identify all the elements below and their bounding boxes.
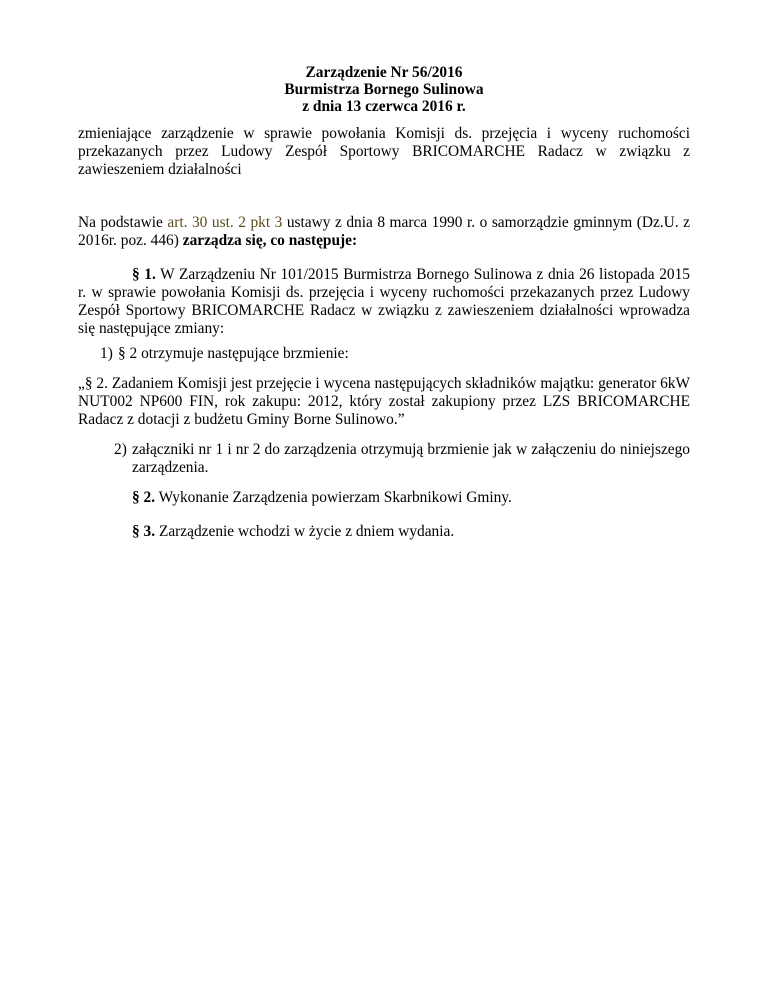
section-3-label: § 3.	[132, 523, 156, 540]
section-2-label: § 2.	[132, 489, 156, 506]
section-2-text: Wykonanie Zarządzenia powierzam Skarbnikowi Gminy.	[155, 489, 512, 506]
section-1-paragraph	[78, 266, 690, 338]
basis-middle: ustawy z dnia 8 marca 1990 r. o samorządzie gminnym (Dz.U. z 2016r. poz. 446)	[78, 214, 690, 249]
section-2-paragraph	[132, 489, 512, 507]
title-line-2: Burmistrza Bornego Sulinowa	[284, 81, 484, 98]
section-3-paragraph	[132, 523, 454, 541]
list-item-2-number: 2)	[114, 441, 127, 458]
list-item-2-text: załączniki nr 1 i nr 2 do zarządzenia otrzymują brzmienie jak w załączeniu do niniejszego zarządzenia.	[132, 441, 690, 476]
section-1-text: W Zarządzeniu Nr 101/2015 Burmistrza Bornego Sulinowa z dnia 26 listopada 2015 r. w sprawie powołania Komisji ds. przejęcia i wyceny ruchomości przekazanych przez Ludowy Zespół Sportowy BRICOMARCHE Radacz w związku z zawieszeniem działalności wprowadza się następujące zmiany:	[78, 266, 690, 337]
list-item-1	[100, 345, 694, 363]
legal-basis-paragraph	[78, 214, 690, 250]
section-1-label: § 1.	[132, 266, 156, 283]
quoted-section-2: „§ 2. Zadaniem Komisji jest przejęcie i wycena następujących składników majątku: generator 6kW NUT002 NP600 FIN, rok zakupu: 2012, który został zakupiony przez LZS BRICOMARCHE Radacz z dotacji z budżetu Gminy Borne Sulinowo.”	[78, 375, 690, 428]
basis-prefix: Na podstawie	[78, 214, 168, 231]
title-line-3: z dnia 13 czerwca 2016 r.	[302, 98, 466, 115]
list-item-1-number: 1)	[100, 345, 113, 362]
section-3-text: Zarządzenie wchodzi w życie z dniem wydania.	[155, 523, 455, 540]
intro-paragraph: zmieniające zarządzenie w sprawie powołania Komisji ds. przejęcia i wyceny ruchomości przekazanych przez Ludowy Zespół Sportowy BRICOMARCHE Radacz w związku z zawieszeniem działalności	[78, 125, 690, 178]
document-title	[0, 64, 768, 115]
list-item-2	[114, 441, 690, 477]
basis-resolution: zarządza się, co następuje:	[182, 232, 358, 249]
title-line-1: Zarządzenie Nr 56/2016	[305, 64, 463, 81]
legal-reference-link[interactable]: art. 30 ust. 2 pkt 3	[167, 214, 283, 231]
list-item-1-text: § 2 otrzymuje następujące brzmienie:	[118, 345, 349, 362]
